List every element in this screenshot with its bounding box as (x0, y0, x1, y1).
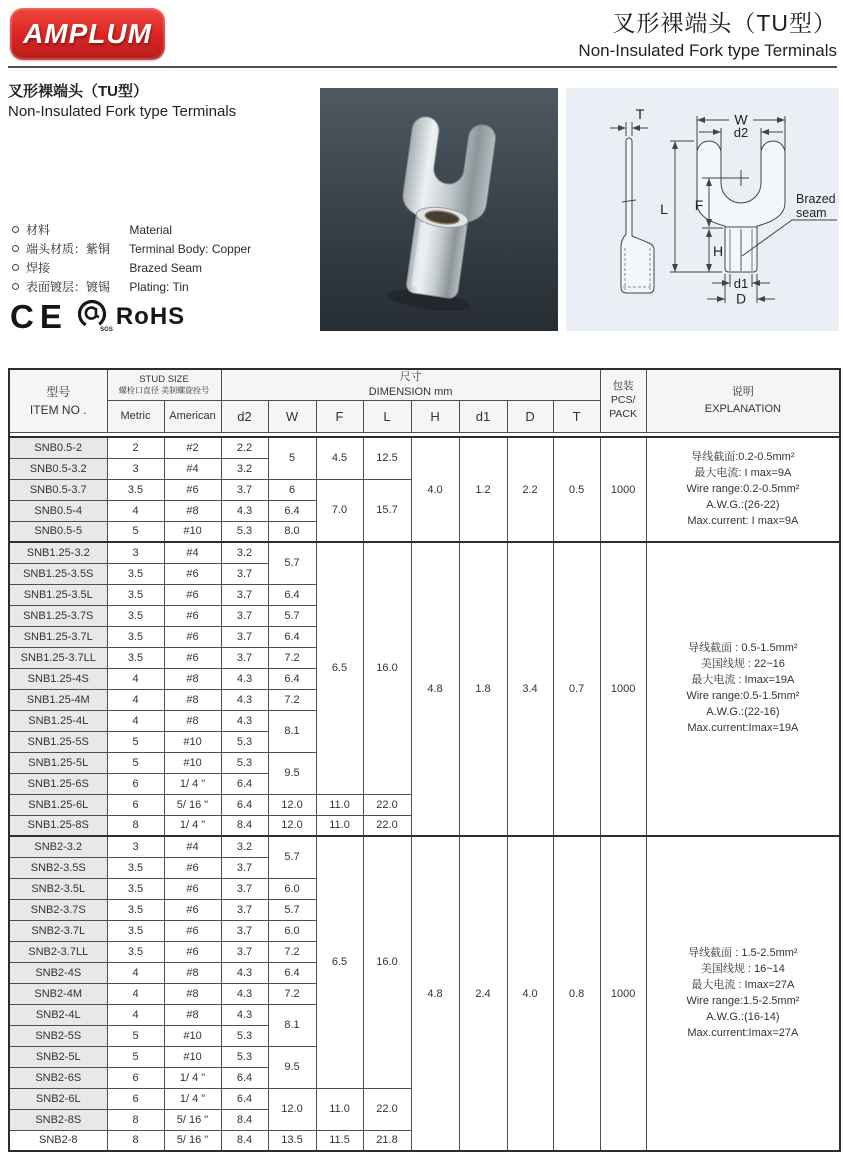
dim-value-cell: 3.5 (107, 626, 164, 647)
dim-value-cell: 4.3 (221, 710, 268, 731)
dimension-diagram (566, 88, 839, 331)
col-header-l: L (363, 400, 411, 432)
brazed-seam-label: Brazed (796, 192, 836, 206)
dim-value-cell: 6.4 (268, 962, 316, 983)
dim-value-cell: 6 (107, 773, 164, 794)
dim-value-cell: 6 (268, 479, 316, 500)
col-header-h: H (411, 400, 459, 432)
group-dim-cell: 0.5 (553, 437, 600, 542)
dim-value-cell: 16.0 (363, 542, 411, 794)
dim-value-cell: 5.3 (221, 752, 268, 773)
dim-value-cell: #6 (164, 899, 221, 920)
spec-table (8, 368, 841, 1152)
dim-value-cell: 3.5 (107, 479, 164, 500)
dim-value-cell: #10 (164, 521, 221, 542)
explanation-cell: 导线截面:0.2-0.5mm² 最大电流: I max=9A Wire range:0.2-0.5mm² A.W.G.:(26-22) Max.current: I max=9A (646, 437, 840, 542)
dim-value-cell: 6.0 (268, 878, 316, 899)
dim-label-d2: d2 (733, 125, 749, 140)
dim-value-cell: 3.5 (107, 857, 164, 878)
dim-value-cell: 3.5 (107, 647, 164, 668)
page-header (578, 5, 837, 61)
dim-value-cell: 13.5 (268, 1130, 316, 1151)
dim-value-cell: 4 (107, 500, 164, 521)
dim-value-cell: 3.5 (107, 941, 164, 962)
dim-value-cell: 1/ 4 " (164, 773, 221, 794)
material-zh: 端头材质：紫铜 (26, 242, 111, 256)
sgs-label: SGS (100, 327, 113, 333)
dim-value-cell: 3.2 (221, 458, 268, 479)
material-zh: 焊接 (26, 261, 51, 275)
dim-value-cell: 4 (107, 689, 164, 710)
dim-value-cell: 3.7 (221, 605, 268, 626)
item-no-cell: SNB2-5L (9, 1046, 107, 1067)
dim-value-cell: 8.1 (268, 1004, 316, 1046)
item-no-zh: 型号 (46, 384, 71, 399)
page-title-zh: 叉形裸端头（TU型） (612, 10, 837, 36)
dim-value-cell: 3.2 (221, 542, 268, 563)
dim-value-cell: 8 (107, 815, 164, 836)
explanation-cell: 导线截面 : 1.5-2.5mm² 美国线规 : 16~14 最大电流 : Imax=27A Wire range:1.5-2.5mm² A.W.G.:(16-14) Max.current:Imax=27A (646, 836, 840, 1151)
group-dim-cell: 4.8 (411, 836, 459, 1151)
dim-value-cell: 4.3 (221, 668, 268, 689)
dim-label-h: H (712, 243, 724, 259)
pack-zh: 包装 (612, 380, 634, 393)
dim-value-cell: 11.0 (316, 1088, 363, 1130)
bullet-icon (12, 264, 19, 271)
dim-value-cell: 12.5 (363, 437, 411, 479)
dim-label-f: F (694, 197, 704, 213)
logo-text: AMPLUM (23, 18, 152, 49)
dim-value-cell: 4.5 (316, 437, 363, 479)
dim-value-cell: 6.4 (268, 584, 316, 605)
col-header-f: F (316, 400, 363, 432)
item-no-cell: SNB2-3.2 (9, 836, 107, 857)
col-header-d: D (507, 400, 553, 432)
col-header-dimension (221, 369, 600, 400)
dim-value-cell: 6.5 (316, 836, 363, 1088)
dim-value-cell: 1/ 4 " (164, 815, 221, 836)
dim-value-cell: #4 (164, 836, 221, 857)
material-en: Material (129, 223, 173, 237)
dim-value-cell: 2.2 (221, 437, 268, 458)
item-no-cell: SNB2-3.7L (9, 920, 107, 941)
item-no-cell: SNB0.5-5 (9, 521, 107, 542)
dimension-drawing (566, 88, 839, 331)
dim-value-cell: 7.2 (268, 647, 316, 668)
dim-value-cell: 5 (107, 731, 164, 752)
dim-value-cell: 6.5 (316, 542, 363, 794)
dim-value-cell: 5 (268, 437, 316, 479)
dim-value-cell: 7.2 (268, 941, 316, 962)
dim-value-cell: #6 (164, 941, 221, 962)
dim-value-cell: 6.4 (221, 794, 268, 815)
list-item (12, 240, 312, 259)
pack-en-2: PACK (609, 407, 638, 420)
bullet-icon (12, 283, 19, 290)
item-no-cell: SNB2-5S (9, 1025, 107, 1046)
table-row (9, 437, 840, 458)
dim-value-cell: 3.7 (221, 878, 268, 899)
group-dim-cell: 1000 (600, 836, 646, 1151)
dim-value-cell: 5.3 (221, 1025, 268, 1046)
dim-value-cell: #8 (164, 689, 221, 710)
col-header-american: American (164, 400, 221, 432)
dim-value-cell: 5.7 (268, 605, 316, 626)
item-no-cell: SNB1.25-4S (9, 668, 107, 689)
section-title (8, 80, 236, 120)
col-header-d1: d1 (459, 400, 507, 432)
header-divider (8, 66, 837, 68)
dim-label-t: T (635, 106, 645, 122)
col-header-t: T (553, 400, 600, 432)
material-en: Terminal Body: Copper (129, 242, 252, 256)
dim-value-cell: 3.5 (107, 878, 164, 899)
section-title-zh: 叉形裸端头（TU型） (8, 83, 148, 100)
dim-value-cell: 5 (107, 752, 164, 773)
item-no-cell: SNB1.25-6L (9, 794, 107, 815)
dim-value-cell: 6 (107, 1067, 164, 1088)
quality-cert-icon (77, 299, 113, 335)
dim-value-cell: 2 (107, 437, 164, 458)
col-header-metric: Metric (107, 400, 164, 432)
item-no-cell: SNB1.25-3.5L (9, 584, 107, 605)
dim-value-cell: 6 (107, 1088, 164, 1109)
dim-value-cell: #4 (164, 458, 221, 479)
dim-value-cell: 4 (107, 1004, 164, 1025)
dim-value-cell: 4 (107, 962, 164, 983)
item-no-en: ITEM NO . (29, 402, 87, 417)
dim-value-cell: 3 (107, 836, 164, 857)
item-no-cell: SNB1.25-5L (9, 752, 107, 773)
item-no-cell: SNB1.25-3.2 (9, 542, 107, 563)
dim-value-cell: #6 (164, 584, 221, 605)
dim-label-d1: d1 (733, 276, 749, 291)
material-zh: 材料 (26, 223, 51, 237)
item-no-cell: SNB2-4S (9, 962, 107, 983)
group-dim-cell: 4.8 (411, 542, 459, 836)
dim-value-cell: 7.0 (316, 479, 363, 542)
explanation-en: EXPLANATION (704, 402, 781, 415)
dim-value-cell: #10 (164, 1025, 221, 1046)
item-no-cell: SNB2-3.7S (9, 899, 107, 920)
dim-value-cell: 3.5 (107, 584, 164, 605)
dim-value-cell: 5 (107, 521, 164, 542)
item-no-cell: SNB1.25-3.5S (9, 563, 107, 584)
dim-value-cell: 5.3 (221, 1046, 268, 1067)
dim-value-cell: 4.3 (221, 962, 268, 983)
dim-label-d: D (735, 290, 747, 307)
item-no-cell: SNB0.5-3.2 (9, 458, 107, 479)
item-no-cell: SNB2-8 (9, 1130, 107, 1151)
list-item (12, 278, 312, 297)
dim-value-cell: 8 (107, 1109, 164, 1130)
dim-value-cell: 3.7 (221, 899, 268, 920)
group-dim-cell: 1000 (600, 542, 646, 836)
dim-value-cell: 7.2 (268, 689, 316, 710)
dim-value-cell: #10 (164, 752, 221, 773)
dim-value-cell: 11.0 (316, 815, 363, 836)
dim-value-cell: 3.7 (221, 647, 268, 668)
dim-value-cell: #6 (164, 857, 221, 878)
dim-value-cell: 3 (107, 458, 164, 479)
table-row (9, 542, 840, 563)
dim-value-cell: #8 (164, 668, 221, 689)
col-header-pack (600, 369, 646, 432)
item-no-cell: SNB2-6L (9, 1088, 107, 1109)
dim-value-cell: 6.4 (221, 1088, 268, 1109)
material-en: Plating: Tin (129, 280, 189, 294)
dim-value-cell: 8.4 (221, 1130, 268, 1151)
dim-value-cell: 3.7 (221, 941, 268, 962)
dim-value-cell: 4.3 (221, 1004, 268, 1025)
dim-value-cell: 4 (107, 668, 164, 689)
dim-value-cell: 1/ 4 " (164, 1088, 221, 1109)
dim-value-cell: #6 (164, 920, 221, 941)
bullet-icon (12, 245, 19, 252)
dim-value-cell: 8.1 (268, 710, 316, 752)
group-dim-cell: 4.0 (507, 836, 553, 1151)
table-row (9, 836, 840, 857)
dim-value-cell: #6 (164, 479, 221, 500)
stud-size-zh: 螺栓口直径 美制螺旋拴号 (118, 385, 210, 395)
dim-value-cell: 8.4 (221, 815, 268, 836)
group-dim-cell: 1000 (600, 437, 646, 542)
dim-value-cell: 5/ 16 " (164, 1109, 221, 1130)
item-no-cell: SNB2-4L (9, 1004, 107, 1025)
col-header-d2: d2 (221, 400, 268, 432)
dim-value-cell: 3.7 (221, 920, 268, 941)
item-no-cell: SNB2-3.7LL (9, 941, 107, 962)
dimension-en: DIMENSION mm (368, 385, 453, 398)
dim-value-cell: #8 (164, 1004, 221, 1025)
dim-value-cell: 22.0 (363, 1088, 411, 1130)
pack-en-1: PCS/ (610, 394, 636, 407)
dim-value-cell: 6.4 (221, 1067, 268, 1088)
item-no-cell: SNB1.25-3.7S (9, 605, 107, 626)
item-no-cell: SNB1.25-3.7L (9, 626, 107, 647)
dim-value-cell: 3.5 (107, 920, 164, 941)
dim-value-cell: #6 (164, 626, 221, 647)
dim-value-cell: 6.4 (268, 626, 316, 647)
item-no-cell: SNB1.25-4M (9, 689, 107, 710)
dim-value-cell: 3.7 (221, 626, 268, 647)
dim-value-cell: 11.0 (316, 794, 363, 815)
certifications (10, 298, 185, 336)
amplum-logo (10, 8, 165, 60)
col-header-w: W (268, 400, 316, 432)
dim-value-cell: 5.7 (268, 899, 316, 920)
dim-value-cell: #6 (164, 563, 221, 584)
item-no-cell: SNB0.5-3.7 (9, 479, 107, 500)
dim-value-cell: 22.0 (363, 815, 411, 836)
dim-value-cell: 21.8 (363, 1130, 411, 1151)
item-no-cell: SNB1.25-8S (9, 815, 107, 836)
col-header-item-no (9, 369, 107, 432)
dim-value-cell: #6 (164, 647, 221, 668)
item-no-cell: SNB0.5-4 (9, 500, 107, 521)
col-header-explanation (646, 369, 840, 432)
dim-value-cell: 16.0 (363, 836, 411, 1088)
bullet-icon (12, 226, 19, 233)
dim-value-cell: 3 (107, 542, 164, 563)
dim-value-cell: 9.5 (268, 752, 316, 794)
item-no-cell: SNB2-4M (9, 983, 107, 1004)
dim-value-cell: 4 (107, 983, 164, 1004)
list-item (12, 221, 312, 240)
group-dim-cell: 0.7 (553, 542, 600, 836)
dim-value-cell: 12.0 (268, 794, 316, 815)
dim-value-cell: #6 (164, 878, 221, 899)
dim-value-cell: #2 (164, 437, 221, 458)
explanation-zh: 说明 (731, 386, 754, 399)
dim-value-cell: 6 (107, 794, 164, 815)
dim-value-cell: 4.3 (221, 983, 268, 1004)
col-header-stud-size (107, 369, 221, 400)
dim-value-cell: #10 (164, 1046, 221, 1067)
stud-size-en: STUD SIZE (139, 373, 189, 385)
dim-value-cell: 3.7 (221, 479, 268, 500)
dim-value-cell: 6.4 (221, 773, 268, 794)
dim-value-cell: 8 (107, 1130, 164, 1151)
fork-terminal-image (320, 88, 558, 331)
dim-value-cell: 5.3 (221, 521, 268, 542)
ce-mark-icon: CE (10, 298, 68, 335)
dim-value-cell: 8.4 (221, 1109, 268, 1130)
material-en: Brazed Seam (129, 261, 203, 275)
dim-value-cell: 5.3 (221, 731, 268, 752)
dim-value-cell: 22.0 (363, 794, 411, 815)
dim-value-cell: 6.4 (268, 500, 316, 521)
dim-label-l: L (660, 201, 668, 217)
group-dim-cell: 3.4 (507, 542, 553, 836)
dim-value-cell: 5.7 (268, 542, 316, 584)
group-dim-cell: 2.2 (507, 437, 553, 542)
dim-value-cell: #8 (164, 962, 221, 983)
dim-value-cell: 5/ 16 " (164, 1130, 221, 1151)
dim-value-cell: 4 (107, 710, 164, 731)
brazed-seam-label2: seam (796, 206, 827, 220)
dim-value-cell: #10 (164, 731, 221, 752)
dim-value-cell: 12.0 (268, 815, 316, 836)
group-dim-cell: 4.0 (411, 437, 459, 542)
dim-label-w: W (734, 111, 748, 128)
material-zh: 表面镀层：镀锡 (26, 280, 111, 294)
item-no-cell: SNB1.25-4L (9, 710, 107, 731)
dim-value-cell: 3.7 (221, 584, 268, 605)
item-no-cell: SNB0.5-2 (9, 437, 107, 458)
dim-value-cell: 3.7 (221, 857, 268, 878)
dim-value-cell: 15.7 (363, 479, 411, 542)
group-dim-cell: 0.8 (553, 836, 600, 1151)
dim-value-cell: 3.7 (221, 563, 268, 584)
group-dim-cell: 1.2 (459, 437, 507, 542)
dim-value-cell: 3.5 (107, 605, 164, 626)
rohs-mark: RoHS (115, 303, 186, 330)
dim-value-cell: 12.0 (268, 1088, 316, 1130)
page-title-en: Non-Insulated Fork type Terminals (578, 41, 837, 60)
dim-value-cell: 5 (107, 1025, 164, 1046)
section-title-en: Non-Insulated Fork type Terminals (8, 103, 237, 120)
dim-value-cell: 6.4 (268, 668, 316, 689)
item-no-cell: SNB1.25-5S (9, 731, 107, 752)
dim-value-cell: 3.5 (107, 899, 164, 920)
explanation-cell: 导线截面 : 0.5-1.5mm² 美国线规 : 22~16 最大电流 : Imax=19A Wire range:0.5-1.5mm² A.W.G.:(22-16) Max.current:Imax=19A (646, 542, 840, 836)
dim-value-cell: 5 (107, 1046, 164, 1067)
dim-value-cell: 6.0 (268, 920, 316, 941)
dim-value-cell: 8.0 (268, 521, 316, 542)
dim-value-cell: 9.5 (268, 1046, 316, 1088)
dim-value-cell: 3.5 (107, 563, 164, 584)
spec-table-body (9, 432, 840, 1151)
dimension-zh: 尺寸 (399, 371, 422, 383)
dim-value-cell: 4.3 (221, 689, 268, 710)
dim-value-cell: #4 (164, 542, 221, 563)
item-no-cell: SNB1.25-6S (9, 773, 107, 794)
dim-value-cell: #8 (164, 500, 221, 521)
dim-value-cell: #8 (164, 983, 221, 1004)
dim-value-cell: 7.2 (268, 983, 316, 1004)
dim-value-cell: 3.2 (221, 836, 268, 857)
item-no-cell: SNB2-3.5L (9, 878, 107, 899)
dim-value-cell: 5/ 16 " (164, 794, 221, 815)
group-dim-cell: 2.4 (459, 836, 507, 1151)
dim-value-cell: 1/ 4 " (164, 1067, 221, 1088)
material-list (12, 221, 312, 297)
item-no-cell: SNB2-6S (9, 1067, 107, 1088)
list-item (12, 259, 312, 278)
item-no-cell: SNB2-3.5S (9, 857, 107, 878)
dim-value-cell: #8 (164, 710, 221, 731)
group-dim-cell: 1.8 (459, 542, 507, 836)
dim-value-cell: 4.3 (221, 500, 268, 521)
dim-value-cell: 11.5 (316, 1130, 363, 1151)
product-photo (320, 88, 558, 331)
item-no-cell: SNB2-8S (9, 1109, 107, 1130)
dim-value-cell: #6 (164, 605, 221, 626)
dim-value-cell: 5.7 (268, 836, 316, 878)
item-no-cell: SNB1.25-3.7LL (9, 647, 107, 668)
